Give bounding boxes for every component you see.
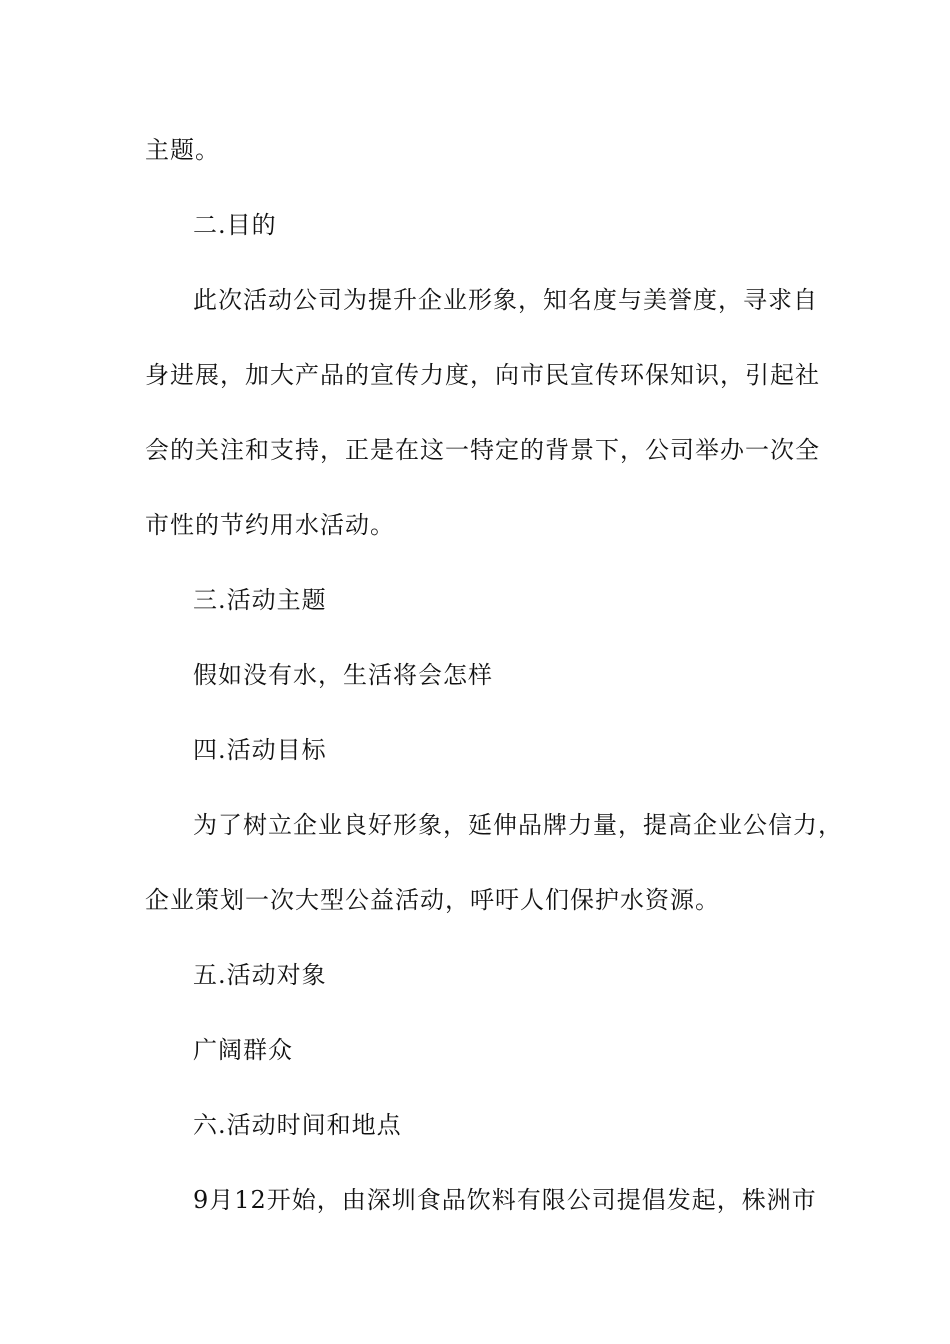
- paragraph-continuation: 主题。: [145, 136, 220, 164]
- section-heading-theme: 三.活动主题: [193, 586, 327, 614]
- paragraph-line: 假如没有水，生活将会怎样: [193, 661, 493, 689]
- paragraph-line: 会的关注和支持，正是在这一特定的背景下，公司举办一次全: [145, 436, 820, 464]
- section-heading-purpose: 二.目的: [193, 211, 277, 239]
- paragraph-line: 身进展，加大产品的宣传力度，向市民宣传环保知识，引起社: [145, 361, 820, 389]
- paragraph-line: 市性的节约用水活动。: [145, 511, 395, 539]
- section-heading-audience: 五.活动对象: [193, 961, 327, 989]
- paragraph-line: 企业策划一次大型公益活动，呼吁人们保护水资源。: [145, 886, 720, 914]
- paragraph-line: 广阔群众: [193, 1036, 293, 1064]
- paragraph-line: 9月12开始，由深圳食品饮料有限公司提倡发起，株洲市: [193, 1186, 817, 1214]
- paragraph-line: 此次活动公司为提升企业形象，知名度与美誉度，寻求自: [193, 286, 818, 314]
- section-heading-goal: 四.活动目标: [193, 736, 327, 764]
- paragraph-line: 为了树立企业良好形象，延伸品牌力量，提高企业公信力，: [193, 811, 843, 839]
- section-heading-time-place: 六.活动时间和地点: [193, 1111, 402, 1139]
